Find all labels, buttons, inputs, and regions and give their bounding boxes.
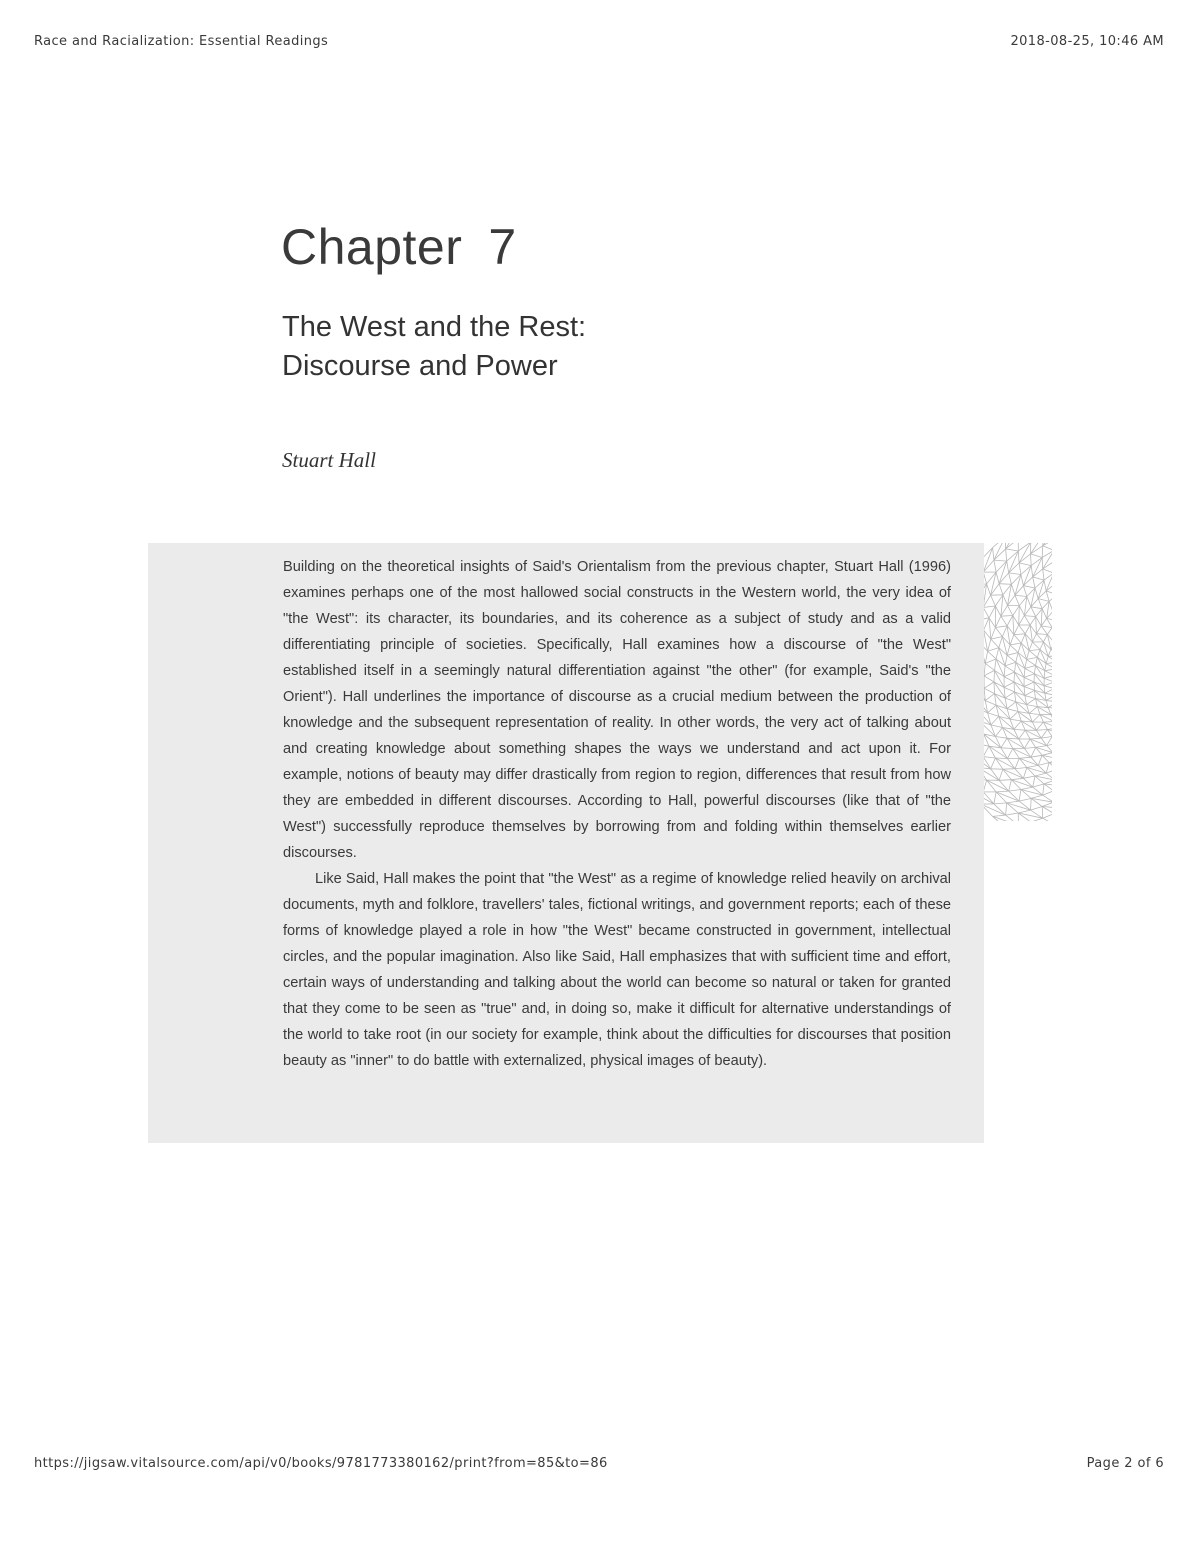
ornament-line — [1015, 595, 1019, 605]
ornament-line — [994, 803, 1007, 804]
chapter-title-line2: Discourse and Power — [282, 350, 558, 382]
geometric-mesh-ornament-icon — [984, 543, 1052, 821]
ornament-line — [1051, 649, 1052, 656]
ornament-line — [1044, 780, 1052, 784]
ornament-line — [1030, 617, 1036, 625]
ornament-line — [1007, 801, 1019, 803]
ornament-line — [1005, 662, 1016, 666]
ornament-line — [1029, 642, 1032, 651]
ornament-line — [991, 725, 1003, 728]
ornament-line — [1038, 599, 1049, 602]
ornament-line — [1033, 776, 1035, 787]
ornament-line — [1031, 607, 1036, 617]
ornament-line — [999, 584, 1003, 595]
ornament-line — [1043, 569, 1044, 580]
ornament-line — [1047, 728, 1052, 730]
ornament-line — [1018, 810, 1030, 813]
ornament-line — [1019, 616, 1025, 625]
ornament-line — [996, 792, 1019, 801]
ornament-line — [1024, 739, 1030, 748]
ornament-line — [1001, 738, 1007, 748]
ornament-line — [1003, 595, 1008, 606]
ornament-line — [1043, 818, 1052, 821]
ornament-line — [994, 543, 1006, 560]
ornament-line — [984, 663, 985, 675]
ornament-line — [1019, 730, 1025, 739]
ornament-line — [1032, 642, 1040, 650]
ornament-line — [1036, 746, 1047, 748]
ornament-line — [1029, 713, 1040, 714]
ornament-line — [1043, 791, 1052, 795]
ornament-line — [995, 606, 1001, 616]
abstract-paragraph-1: Building on the theoretical insights of Said's Orientalism from the previous chapter, Stuart Hall (1996) examines perhaps one of the most hallowed social constructs in the Western world, the very idea of "the West": its character, its boundaries, and its coherence as a subject of study and as a valid differentiating principle of societies. Specifically, Hall examines how a discourse of "the West" established itself in a seemingly natural differentiation against "the other" (for example, Said's "the Orient"). Hall underlines the importance of discourse as a crucial medium between the production of knowledge and the subsequent representation of reality. In other words, the very act of talking about and creating knowledge about something shapes the ways we understand and act upon it. For example, notions of beauty may differ drastically from region to region, differences that result from how they are embedded in different discourses. According to Hall, powerful discourses (like that of "the West") successfully reproduce themselves by borrowing from and folding within themselves earlier discourses. — [283, 559, 951, 861]
ornament-line — [1045, 671, 1052, 676]
ornament-line — [1031, 798, 1032, 810]
ornament-line — [1049, 763, 1052, 770]
ornament-line — [1045, 689, 1052, 694]
ornament-line — [993, 815, 1006, 816]
ornament-line — [1024, 668, 1025, 677]
ornament-line — [1002, 626, 1007, 637]
ornament-line — [1014, 672, 1015, 682]
ornament-line — [996, 792, 1007, 803]
ornament-line — [1008, 759, 1016, 769]
ornament-line — [1014, 625, 1019, 635]
ornament-line — [1001, 748, 1008, 759]
ornament-line — [1044, 678, 1052, 682]
ornament-line — [1004, 672, 1014, 677]
ornament-line — [1043, 569, 1052, 573]
ornament-line — [984, 688, 994, 693]
ornament-line — [1006, 813, 1019, 815]
ornament-line — [1033, 577, 1035, 588]
ornament-line — [995, 758, 1007, 759]
ornament-line — [1044, 686, 1052, 689]
ornament-line — [1046, 664, 1052, 669]
ornament-line — [999, 780, 1011, 781]
ornament-line — [1005, 692, 1014, 698]
ornament-line — [1048, 649, 1051, 656]
ornament-line — [984, 757, 991, 769]
ornament-line — [1005, 655, 1007, 666]
ornament-line — [1004, 677, 1014, 682]
ornament-line — [1031, 607, 1042, 609]
ornament-line — [984, 804, 1006, 815]
ornament-line — [1006, 549, 1019, 551]
abstract-paragraph-2: Like Said, Hall makes the point that "the West" as a regime of knowledge relied heavily on archival documents, myth and folklore, travellers' tales, fictional writings, and government reports; each of these forms of knowledge played a role in how "the West" became constructed in government, intellectual circles, and the popular imagination. Also like Said, Hall emphasizes that with sufficient time and effort, certain ways of understanding and talking about the world can become so natural or taken for granted that they come to be seen as "true" and, in doing so, make it difficult for alternative understandings of the world to take root (in our society for example, think about the difficulties for discourses that position beauty as "inner" to do battle with externalized, physical images of beauty). — [283, 871, 951, 1069]
ornament-line — [1007, 561, 1009, 573]
ornament-line — [1031, 566, 1033, 577]
ornament-line — [1001, 616, 1013, 617]
ornament-line — [1006, 803, 1007, 815]
ornament-line — [1007, 645, 1010, 655]
ornament-line — [1013, 616, 1014, 635]
chapter-label: Chapter — [281, 219, 463, 275]
ornament-line — [1007, 551, 1019, 561]
ornament-line — [1016, 653, 1018, 663]
ornament-line — [1019, 606, 1024, 616]
ornament-line — [1019, 563, 1031, 566]
book-title: Race and Racialization: Essential Readings — [34, 34, 329, 49]
ornament-line — [1003, 769, 1024, 778]
ornament-line — [984, 676, 994, 682]
ornament-line — [1007, 709, 1018, 712]
ornament-line — [1036, 617, 1037, 634]
ornament-line — [1013, 616, 1019, 626]
ornament-line — [1018, 643, 1021, 653]
ornament-line — [987, 780, 997, 792]
ornament-line — [1019, 798, 1031, 801]
ornament-line — [991, 637, 1003, 640]
ornament-line — [1036, 722, 1043, 730]
ornament-line — [988, 648, 999, 652]
ornament-line — [1007, 655, 1016, 662]
ornament-line — [1031, 795, 1043, 798]
ornament-line — [985, 663, 994, 670]
ornament-line — [1029, 650, 1040, 651]
ornament-line — [988, 713, 999, 717]
ornament-line — [1021, 575, 1024, 586]
ornament-line — [1021, 634, 1025, 643]
ornament-line — [1043, 635, 1047, 642]
ornament-line — [1006, 549, 1007, 561]
ornament-line — [1045, 669, 1052, 671]
ornament-line — [1025, 690, 1035, 695]
ornament-line — [1027, 597, 1031, 607]
ornament-line — [1007, 616, 1013, 626]
ornament-line — [1007, 702, 1016, 709]
ornament-line — [1023, 776, 1035, 778]
ornament-line — [985, 701, 996, 706]
ornament-line — [1029, 651, 1037, 658]
ornament-line — [985, 659, 996, 664]
ornament-line — [1042, 546, 1043, 558]
ornament-line — [1027, 705, 1038, 707]
ornament-line — [1042, 558, 1043, 569]
ornament-line — [1009, 791, 1019, 801]
ornament-line — [1043, 722, 1052, 723]
ornament-line — [1043, 562, 1052, 569]
ornament-line — [995, 626, 1007, 628]
ornament-line — [991, 758, 996, 769]
ornament-line — [984, 572, 987, 584]
ornament-line — [1033, 569, 1043, 577]
ornament-line — [1031, 747, 1036, 757]
ornament-line — [1041, 626, 1052, 628]
ornament-line — [1008, 605, 1013, 615]
ornament-line — [1023, 768, 1026, 779]
ornament-line — [995, 659, 997, 671]
ornament-line — [1033, 577, 1044, 580]
ornament-line — [1025, 668, 1035, 673]
ornament-line — [1033, 784, 1044, 787]
ornament-line — [1011, 778, 1023, 779]
chapter-heading — [281, 218, 517, 276]
ornament-line — [1030, 738, 1041, 739]
ornament-line — [1024, 687, 1034, 691]
ornament-line — [999, 769, 1003, 780]
ornament-line — [1023, 586, 1026, 597]
ornament-line — [1015, 595, 1027, 596]
ornament-line — [1025, 659, 1027, 668]
ornament-line — [1019, 625, 1025, 634]
ornament-line — [1006, 815, 1019, 821]
ornament-line — [1010, 712, 1018, 720]
ornament-line — [1038, 755, 1042, 765]
ornament-line — [1032, 715, 1040, 723]
ornament-line — [1014, 634, 1025, 635]
ornament-line — [1019, 554, 1030, 563]
ornament-line — [994, 804, 1006, 815]
ornament-line — [1014, 635, 1021, 643]
ornament-line — [1007, 653, 1018, 656]
ornament-line — [1010, 643, 1021, 645]
source-url: https://jigsaw.vitalsource.com/api/v0/books/9781773380162/print?from=85&to=86 — [34, 1456, 608, 1471]
ornament-line — [1037, 650, 1040, 658]
ornament-line — [1048, 656, 1052, 662]
ornament-line — [991, 639, 999, 648]
ornament-line — [1015, 662, 1016, 672]
ornament-line — [985, 694, 994, 701]
print-timestamp: 2018-08-25, 10:46 AM — [1010, 34, 1164, 49]
ornament-line — [989, 606, 995, 618]
ornament-line — [1019, 757, 1031, 758]
ornament-line — [1010, 635, 1014, 645]
ornament-line — [1004, 666, 1005, 677]
ornament-line — [994, 670, 995, 682]
ornament-line — [1036, 634, 1043, 642]
abstract-text — [283, 554, 951, 1074]
chapter-number: 7 — [488, 219, 517, 275]
ornament-line — [1031, 755, 1042, 757]
ornament-line — [1003, 769, 1015, 770]
ornament-line — [1025, 625, 1030, 634]
ornament-line — [1051, 708, 1052, 715]
ornament-line — [1004, 687, 1014, 692]
ornament-line — [988, 705, 997, 713]
ornament-line — [1041, 737, 1052, 739]
ornament-line — [1034, 666, 1035, 674]
ornament-line — [1004, 682, 1014, 687]
ornament-line — [1044, 682, 1052, 686]
page-indicator: Page 2 of 6 — [1086, 1456, 1164, 1471]
ornament-line — [1027, 657, 1038, 659]
ornament-line — [991, 595, 996, 606]
ornament-line — [993, 543, 1006, 548]
ornament-line — [1049, 601, 1052, 611]
ornament-line — [984, 607, 989, 617]
ornament-line — [1036, 617, 1042, 626]
ornament-line — [995, 758, 1015, 769]
chapter-title-line1: The West and the Rest: — [282, 311, 587, 343]
ornament-line — [991, 628, 996, 640]
ornament-line — [1044, 671, 1045, 679]
ornament-line — [1032, 634, 1036, 642]
ornament-line — [1036, 657, 1038, 665]
ornament-line — [1042, 807, 1043, 819]
ornament-line — [995, 728, 1002, 737]
ornament-line — [1049, 759, 1052, 763]
ornament-line — [1014, 721, 1021, 729]
ornament-line — [996, 648, 999, 659]
ornament-line — [1045, 664, 1046, 671]
ornament-line — [984, 548, 993, 573]
ornament-line — [984, 606, 995, 607]
ornament-line — [1008, 749, 1013, 759]
ornament-line — [994, 560, 996, 572]
ornament-line — [988, 651, 997, 659]
ornament-line — [995, 616, 1001, 627]
ornament-line — [996, 791, 1009, 792]
ornament-line — [1031, 807, 1043, 811]
ornament-line — [1024, 747, 1035, 748]
ornament-line — [988, 639, 991, 651]
ornament-line — [1018, 551, 1019, 563]
ornament-line — [1047, 628, 1052, 635]
ornament-line — [1014, 682, 1015, 692]
ornament-line — [1031, 546, 1043, 554]
ornament-line — [1025, 666, 1036, 669]
ornament-line — [984, 757, 995, 758]
ornament-line — [1036, 609, 1042, 617]
ornament-line — [1043, 784, 1044, 795]
ornament-line — [1046, 662, 1052, 663]
ornament-line — [1046, 695, 1052, 700]
ornament-line — [993, 816, 1019, 821]
chapter-author: Stuart Hall — [282, 448, 376, 472]
ornament-line — [991, 769, 1000, 781]
ornament-line — [1036, 634, 1047, 635]
ornament-line — [1035, 773, 1046, 776]
ornament-line — [1023, 586, 1035, 588]
ornament-line — [999, 584, 1011, 585]
ornament-line — [996, 572, 999, 584]
ornament-line — [1031, 554, 1043, 558]
ornament-line — [1009, 780, 1012, 791]
ornament-line — [1041, 730, 1047, 739]
ornament-line — [1009, 573, 1021, 575]
ornament-line — [1010, 645, 1018, 653]
ornament-line — [994, 682, 995, 694]
ornament-line — [999, 637, 1003, 648]
ornament-line — [1009, 790, 1021, 792]
ornament-line — [1044, 675, 1052, 678]
ornament-line — [984, 768, 987, 781]
ornament-line — [984, 792, 994, 804]
ornament-line — [1010, 719, 1021, 721]
ornament-line — [1018, 543, 1031, 551]
ornament-line — [993, 548, 994, 561]
ornament-line — [1046, 656, 1048, 663]
ornament-line — [1035, 588, 1038, 599]
ornament-line — [984, 682, 994, 688]
ornament-line — [1042, 802, 1052, 806]
ornament-line — [1033, 558, 1043, 577]
ornament-line — [1009, 573, 1012, 584]
ornament-line — [1014, 729, 1025, 730]
ornament-line — [1031, 818, 1043, 821]
ornament-line — [987, 780, 1009, 791]
ornament-line — [994, 792, 996, 804]
ornament-line — [1013, 606, 1020, 616]
ornament-line — [1038, 763, 1049, 766]
ornament-line — [1019, 563, 1021, 575]
ornament-line — [1024, 616, 1030, 625]
ornament-line — [1036, 730, 1047, 731]
ornament-line — [1045, 693, 1052, 695]
ornament-line — [1005, 698, 1016, 702]
ornament-line — [1027, 765, 1038, 767]
ornament-line — [994, 549, 1006, 560]
ornament-line — [1029, 707, 1037, 714]
ornament-line — [1036, 626, 1041, 634]
ornament-line — [1027, 659, 1036, 665]
ornament-line — [1043, 546, 1052, 551]
ornament-line — [1049, 595, 1052, 602]
ornament-line — [1019, 790, 1021, 802]
ornament-line — [995, 628, 1002, 637]
ornament-line — [999, 780, 1009, 791]
ornament-line — [1024, 616, 1035, 617]
ornament-line — [1041, 618, 1047, 626]
ornament-line — [1040, 642, 1043, 650]
ornament-line — [1041, 609, 1042, 626]
ornament-line — [984, 643, 985, 664]
ornament-line — [1046, 591, 1049, 602]
ornament-line — [1024, 682, 1034, 687]
ornament-line — [1024, 677, 1034, 682]
ornament-line — [1024, 674, 1034, 678]
ornament-line — [1001, 748, 1013, 749]
ornament-line — [991, 716, 999, 725]
ornament-line — [1042, 609, 1047, 619]
ornament-line — [1046, 701, 1052, 702]
ornament-line — [1015, 758, 1019, 768]
ornament-line — [984, 618, 989, 630]
ornament-line — [985, 651, 987, 663]
ornament-line — [1038, 599, 1042, 609]
ornament-line — [984, 670, 994, 675]
ornament-line — [995, 737, 1007, 739]
ornament-line — [1019, 606, 1020, 625]
ornament-line — [1044, 580, 1046, 591]
ornament-line — [1027, 699, 1036, 705]
ornament-line — [1009, 563, 1019, 573]
ornament-line — [1001, 616, 1007, 626]
ornament-line — [1031, 554, 1032, 566]
ornament-line — [984, 780, 987, 792]
ornament-line — [1048, 702, 1052, 708]
ornament-line — [987, 584, 991, 595]
ornament-line — [1025, 696, 1036, 699]
ornament-line — [1042, 753, 1052, 756]
ornament-line — [1027, 651, 1030, 660]
ornament-line — [1005, 666, 1014, 672]
ornament-line — [1041, 626, 1047, 635]
ornament-line — [1021, 787, 1033, 789]
ornament-line — [994, 560, 1007, 561]
ornament-line — [1009, 551, 1019, 573]
ornament-line — [1043, 814, 1052, 819]
chapter-title — [282, 308, 586, 386]
ornament-line — [1046, 763, 1049, 774]
ornament-line — [989, 618, 991, 639]
ornament-line — [984, 746, 989, 756]
ornament-line — [1015, 768, 1027, 769]
ornament-line — [1011, 584, 1015, 595]
